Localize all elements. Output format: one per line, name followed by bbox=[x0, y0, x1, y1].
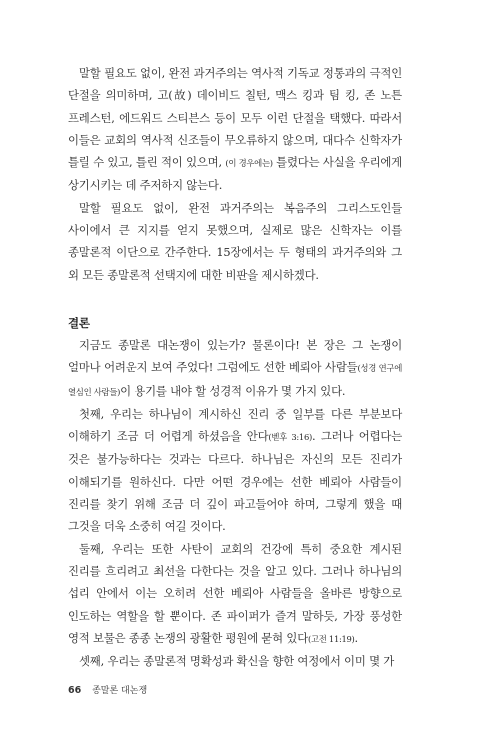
paragraph-group-bottom bbox=[68, 334, 402, 672]
paragraph bbox=[68, 62, 402, 197]
paragraph-text: 이 용기를 내야 할 성경적 이유가 몇 가지 있다. bbox=[120, 383, 346, 398]
paragraph bbox=[68, 650, 402, 672]
paragraph bbox=[68, 538, 402, 650]
paragraph-text: 지금도 종말론 대논쟁이 있는가? 물론이다! 본 장은 그 논쟁이 얼마나 어려운지 보여 주었다! 그럼에도 선한 베뢰아 사람들 bbox=[68, 337, 402, 375]
body-text bbox=[68, 62, 402, 672]
running-title: 종말론 대논쟁 bbox=[92, 686, 148, 696]
paragraph bbox=[68, 197, 402, 286]
paragraph-text: 말할 필요도 없이, 완전 과거주의는 복음주의 그리스도인들 사이에서 큰 지지를 얻지 못했으며, 실제로 많은 신학자는 이를 종말론적 이단으로 간주한다. 15장에서는 두 형태의 과거주의와 그 외 모든 종말론적 선택지에 대한 비판을 제시하겠다. bbox=[68, 200, 402, 282]
inline-note: (이 경우에는) bbox=[225, 158, 273, 169]
inline-note: (고전 11:19) bbox=[308, 633, 355, 644]
paragraph bbox=[68, 403, 402, 538]
section-heading: 결론 bbox=[68, 315, 90, 330]
paragraph-text: . 그러나 어렵다는 것은 불가능하다는 것과는 다르다. 하나님은 자신의 모든 진리가 이해되기를 원하신다. 다만 어떤 경우에는 선한 베뢰아 사람들이 진리를 찾기 위해 조금 더 깊이 파고들어야 하며, 그렇게 했을 때 그것을 더욱 소중히 여길 것이다. bbox=[68, 429, 403, 534]
paragraph-text: 셋째, 우리는 종말론적 명확성과 확신을 향한 여정에서 이미 몇 가 bbox=[79, 654, 395, 669]
paragraph-text: . bbox=[354, 630, 358, 645]
page-footer bbox=[68, 683, 147, 696]
inline-note: (성경 연구에 열심인 사람들) bbox=[68, 363, 402, 397]
page-number: 66 bbox=[68, 685, 82, 696]
paragraph-text: 틀렸다는 사실을 우리에게 상기시키는 데 주저하지 않는다. bbox=[68, 155, 402, 193]
inline-note: (벧후 3:16) bbox=[268, 432, 312, 443]
paragraph-group-top bbox=[68, 62, 402, 286]
paragraph-text: 말할 필요도 없이, 완전 과거주의는 역사적 기독교 정통과의 극적인 단절을 의미하며, 고(故) 데이비드 칠턴, 맥스 킹과 팀 킹, 존 노튼 프레스턴, 에드워드 스티븐스 등이 모두 이런 단절을 택했다. 따라서 이들은 교회의 역사적 신조들이 무오류하지 않으며, 대다수 신학자가 틀릴 수 있고, 틀린 적이 있으며, bbox=[68, 66, 402, 170]
paragraph bbox=[68, 334, 402, 403]
paragraph-text: 둘째, 우리는 또한 사탄이 교회의 건강에 특히 중요한 계시된 진리를 흐리려고 최선을 다한다는 것을 알고 있다. 그러나 하나님의 섭리 안에서 이는 오히려 선한 베뢰아 사람들을 올바른 방향으로 인도하는 역할을 할 뿐이다. 존 파이퍼가 즐겨 말하듯, 가장 풍성한 영적 보물은 종종 논쟁의 광활한 평원에 묻혀 있다 bbox=[68, 541, 402, 645]
paragraph-text: 첫째, 우리는 하나님이 계시하신 진리 중 일부를 다른 부분보다 이해하기 조금 더 어렵게 하셨음을 안다 bbox=[68, 406, 402, 444]
